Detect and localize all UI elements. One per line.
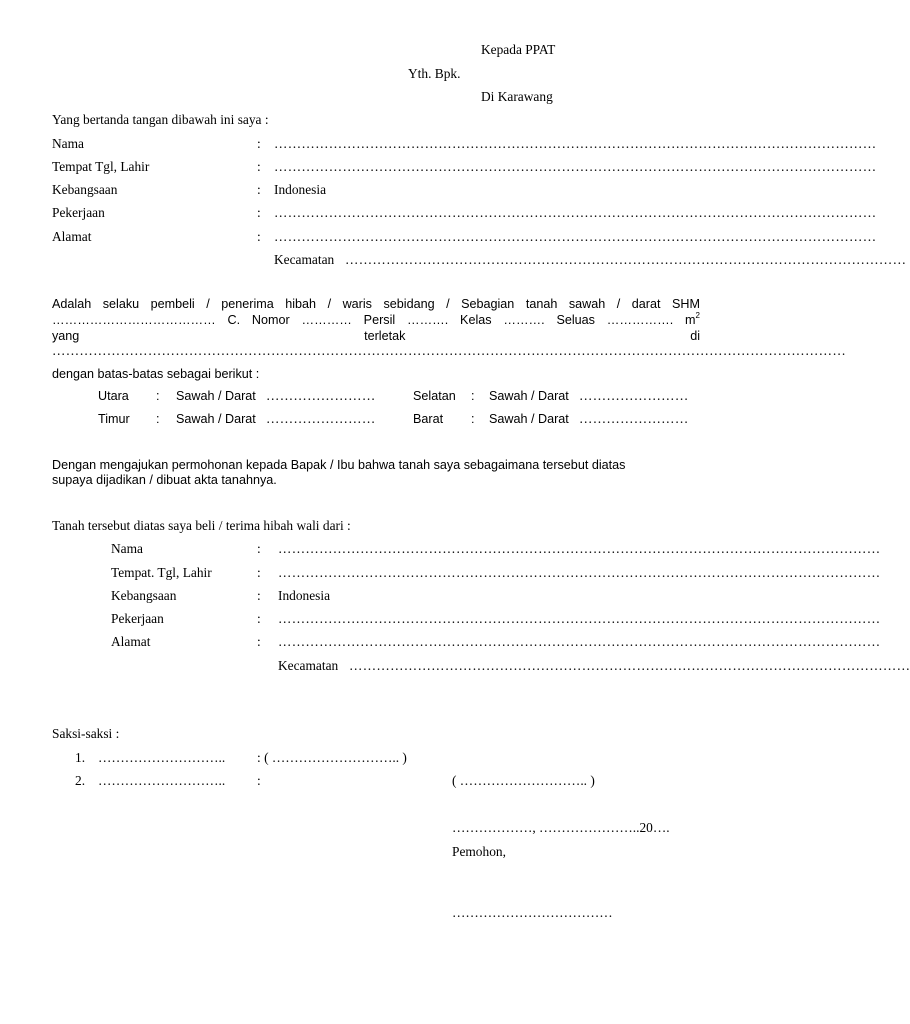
- field-colon: :: [257, 565, 261, 580]
- witness-1-signature: : ( ……………………….. ): [257, 750, 407, 765]
- declaration-line-1: Adalah selaku pembeli / penerima hibah / waris sebidang / Sebagian tanah sawah / darat SHM: [52, 297, 700, 311]
- recipient-location: Di Karawang: [481, 89, 553, 104]
- boundary-south-dots: ……………………: [579, 388, 689, 403]
- applicant-signature-line: ………………………………: [452, 905, 613, 920]
- field-colon: :: [257, 611, 261, 626]
- origin-kebangsaan-value: Indonesia: [278, 588, 331, 603]
- origin-alamat-label: Alamat: [111, 634, 151, 649]
- witness-2-signature: ( ……………………….. ): [452, 773, 595, 788]
- recipient-bpk: Yth. Bpk.: [408, 66, 461, 81]
- intro-statement: Yang bertanda tangan dibawah ini saya :: [52, 112, 269, 127]
- boundary-west-value: Sawah / Darat: [489, 412, 569, 426]
- applicant-signature-label: Pemohon,: [452, 844, 506, 859]
- origin-ttl-label: Tempat. Tgl, Lahir: [111, 565, 212, 580]
- origin-kebangsaan-label: Kebangsaan: [111, 588, 177, 603]
- origin-kecamatan-label: Kecamatan: [278, 658, 339, 673]
- witnesses-title: Saksi-saksi :: [52, 726, 120, 741]
- field-colon: :: [257, 136, 261, 151]
- origin-ttl-dots: ……………………………………………………………………………………………………………………: [278, 565, 881, 580]
- unit-m2: $m^2$: [685, 311, 700, 327]
- origin-nama-dots: ……………………………………………………………………………………………………………………: [278, 541, 881, 556]
- witness-2-colon: :: [257, 773, 261, 788]
- field-colon: :: [257, 229, 261, 244]
- applicant-ttl-label: Tempat Tgl, Lahir: [52, 159, 150, 174]
- declaration-line-3: yang terletak di: [52, 329, 700, 343]
- applicant-pekerjaan-label: Pekerjaan: [52, 205, 105, 220]
- applicant-kecamatan-dots: ……………………………………………………………………………………………………………: [345, 252, 907, 267]
- field-colon: :: [257, 634, 261, 649]
- field-colon: :: [257, 588, 261, 603]
- field-colon: :: [257, 541, 261, 556]
- place-date: ………………, …………………..20….: [452, 820, 670, 835]
- boundary-south-value: Sawah / Darat: [489, 389, 569, 403]
- boundary-west-label: Barat: [413, 412, 444, 426]
- boundary-south-label: Selatan: [413, 389, 456, 403]
- request-line-2: supaya dijadikan / dibuat akta tanahnya.: [52, 473, 277, 487]
- boundary-east-label: Timur: [98, 412, 130, 426]
- field-colon: :: [257, 159, 261, 174]
- applicant-nama-label: Nama: [52, 136, 84, 151]
- applicant-alamat-label: Alamat: [52, 229, 92, 244]
- witness-2-number: 2.: [75, 773, 86, 788]
- boundary-north-dots: ……………………: [266, 388, 376, 403]
- boundary-east-dots: ……………………: [266, 411, 376, 426]
- origin-alamat-dots: ……………………………………………………………………………………………………………………: [278, 634, 881, 649]
- applicant-kebangsaan-value: Indonesia: [274, 182, 327, 197]
- witness-1-name: ………………………..: [98, 750, 226, 765]
- boundary-east-value: Sawah / Darat: [176, 412, 256, 426]
- origin-intro: Tanah tersebut diatas saya beli / terima hibah wali dari :: [52, 518, 351, 533]
- boundary-west-dots: ……………………: [579, 411, 689, 426]
- field-colon: :: [471, 412, 475, 426]
- origin-pekerjaan-dots: ……………………………………………………………………………………………………………………: [278, 611, 881, 626]
- applicant-nama-dots: ……………………………………………………………………………………………………………………: [274, 136, 877, 151]
- witness-2-name: ………………………..: [98, 773, 226, 788]
- applicant-kecamatan-label: Kecamatan: [274, 252, 335, 267]
- declaration-location-dots: …………………………………………………………………………………………………………………………………………………………: [52, 343, 847, 358]
- witness-1-number: 1.: [75, 750, 86, 765]
- origin-kecamatan-dots: ……………………………………………………………………………………………………………: [349, 658, 910, 673]
- boundaries-intro: dengan batas-batas sebagai berikut :: [52, 367, 260, 381]
- origin-pekerjaan-label: Pekerjaan: [111, 611, 164, 626]
- applicant-pekerjaan-dots: ……………………………………………………………………………………………………………………: [274, 205, 877, 220]
- field-colon: :: [471, 389, 475, 403]
- recipient-ppat: Kepada PPAT: [481, 42, 556, 57]
- request-line-1: Dengan mengajukan permohonan kepada Bapak / Ibu bahwa tanah saya sebagaimana tersebut diatas: [52, 458, 626, 472]
- applicant-kebangsaan-label: Kebangsaan: [52, 182, 118, 197]
- declaration-line-2: ………………………………… C. Nomor ………… Persil ………. Kelas ………. Seluas ……………. $m^2$: [52, 311, 700, 327]
- boundary-north-label: Utara: [98, 389, 129, 403]
- field-colon: :: [257, 182, 261, 197]
- field-colon: :: [156, 412, 160, 426]
- applicant-alamat-dots: ……………………………………………………………………………………………………………………: [274, 229, 877, 244]
- field-colon: :: [257, 205, 261, 220]
- applicant-ttl-dots: ……………………………………………………………………………………………………………………: [274, 159, 877, 174]
- field-colon: :: [156, 389, 160, 403]
- boundary-north-value: Sawah / Darat: [176, 389, 256, 403]
- origin-nama-label: Nama: [111, 541, 143, 556]
